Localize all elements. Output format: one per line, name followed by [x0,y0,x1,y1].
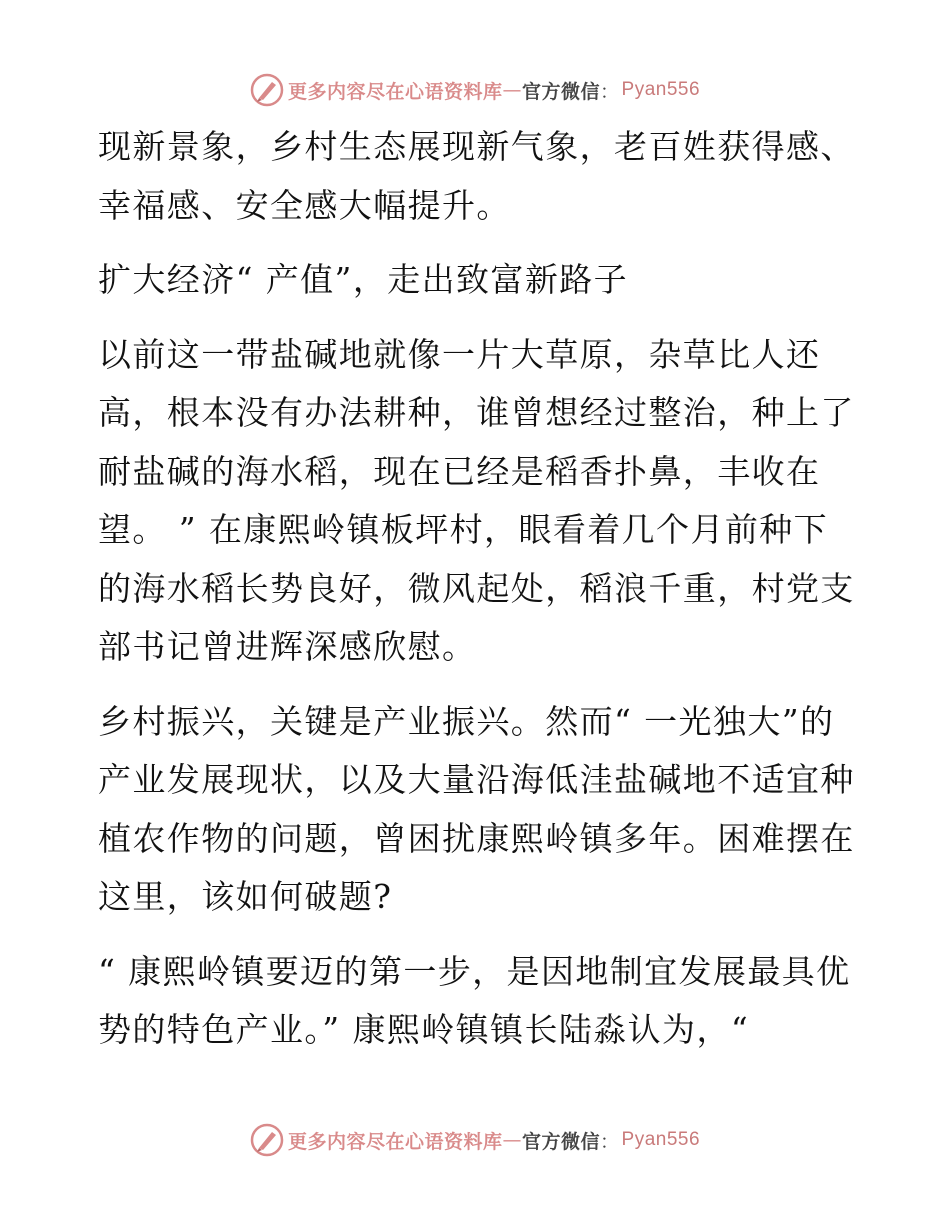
header-watermark-banner [0,70,950,110]
banner-separator: — [502,79,522,101]
quill-pen-icon [250,73,284,107]
banner-title: 更多内容尽在心语资料库 [287,1130,503,1153]
document-body [98,118,858,1076]
banner-wechat-id: Pyan556 [621,1129,701,1150]
banner-colon: ： [600,80,620,103]
banner-label: 官方微信 [521,80,600,103]
banner-label: 官方微信 [521,1130,600,1153]
banner-colon: ： [600,1130,620,1153]
paragraph: “ 康熙岭镇要迈的第一步，是因地制宜发展最具优势的特色产业。” 康熙岭镇镇长陆淼认为，“ [98,951,851,1049]
banner-title: 更多内容尽在心语资料库 [287,80,503,103]
section-heading: 扩大经济“ 产值”，走出致富新路子 [98,260,629,299]
banner-wechat-id: Pyan556 [621,79,701,100]
footer-watermark-banner [0,1120,950,1160]
banner-separator: — [502,1129,522,1151]
paragraph: 乡村振兴，关键是产业振兴。然而“ 一光独大”的产业发展现状，以及大量沿海低洼盐碱地不适宜种植农作物的问题，曾困扰康熙岭镇多年。困难摆在这里，该如何破题? [98,701,855,916]
paragraph: 以前这一带盐碱地就像一片大草原，杂草比人还高，根本没有办法耕种，谁曾想经过整治，种上了耐盐碱的海水稻，现在已经是稻香扑鼻，丰收在望。 ” 在康熙岭镇板坪村，眼看着几个月前种下的海水稻长势良好，微风起处，稻浪千重，村党支部书记曾进辉深感欣慰。 [98,334,855,666]
quill-pen-icon [250,1123,284,1157]
paragraph: 现新景象，乡村生态展现新气象，老百姓获得感、幸福感、安全感大幅提升。 [98,127,855,225]
